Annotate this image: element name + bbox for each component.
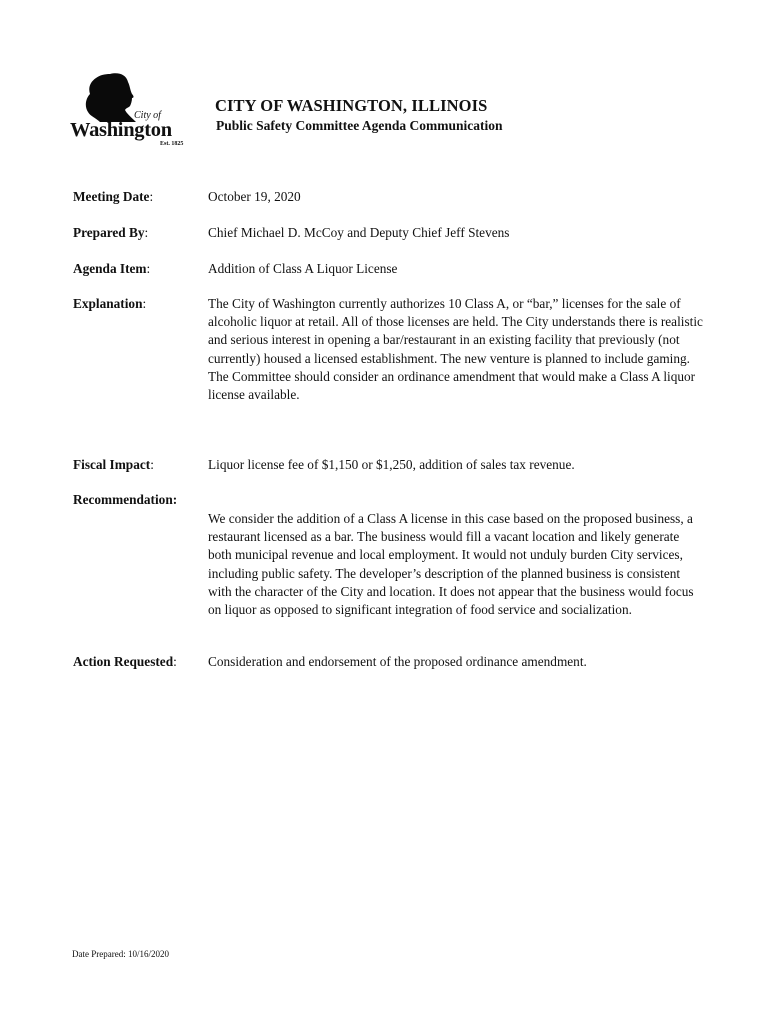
action-requested-label: Action Requested	[73, 654, 174, 669]
logo-city-of: City of	[134, 110, 161, 121]
agenda-item-label: Agenda Item	[73, 261, 147, 276]
explanation-text: The City of Washington currently authorizes 10 Class A, or “bar,” licenses for the sale of alcoholic liquor at retail. All of those licenses are held. The City understands there is realistic and serious interest in opening a bar/restaurant in an existing facility that previously (not currently) housed a licensed establishment. The new venture is planned to include gaming. The Committee should consider an ordinance amendment that would make a Class A liquor license available.	[208, 296, 703, 403]
page-title: CITY OF WASHINGTON, ILLINOIS	[215, 96, 488, 115]
page-subtitle: Public Safety Committee Agenda Communication	[216, 118, 503, 133]
fiscal-impact-value: Liquor license fee of $1,150 or $1,250, addition of sales tax revenue.	[208, 457, 575, 472]
logo-established: Est. 1825	[160, 141, 184, 147]
meeting-date-value: October 19, 2020	[208, 189, 301, 204]
city-logo	[70, 70, 188, 152]
recommendation-text: We consider the addition of a Class A license in this case based on the proposed business, a restaurant licensed as a bar. The business would fill a vacant location and likely generate both municipal revenue and local employment. It would not unduly burden City services, including public safety. The developer’s description of the planned business is consistent with the character of the City and location. It does not appear that the business would focus on liquor as opposed to significant integration of food service and socialization.	[208, 511, 694, 618]
prepared-by-value: Chief Michael D. McCoy and Deputy Chief Jeff Stevens	[208, 225, 510, 240]
meeting-date-label: Meeting Date	[73, 189, 150, 204]
prepared-by-label: Prepared By	[73, 225, 145, 240]
explanation-label: Explanation	[73, 296, 143, 311]
date-prepared: Date Prepared: 10/16/2020	[72, 949, 169, 959]
action-requested-value: Consideration and endorsement of the proposed ordinance amendment.	[208, 654, 587, 669]
agenda-item-value: Addition of Class A Liquor License	[208, 261, 398, 276]
fiscal-impact-label: Fiscal Impact	[73, 457, 151, 472]
recommendation-label: Recommendation	[73, 492, 173, 507]
logo-wordmark: Washington	[70, 119, 172, 141]
